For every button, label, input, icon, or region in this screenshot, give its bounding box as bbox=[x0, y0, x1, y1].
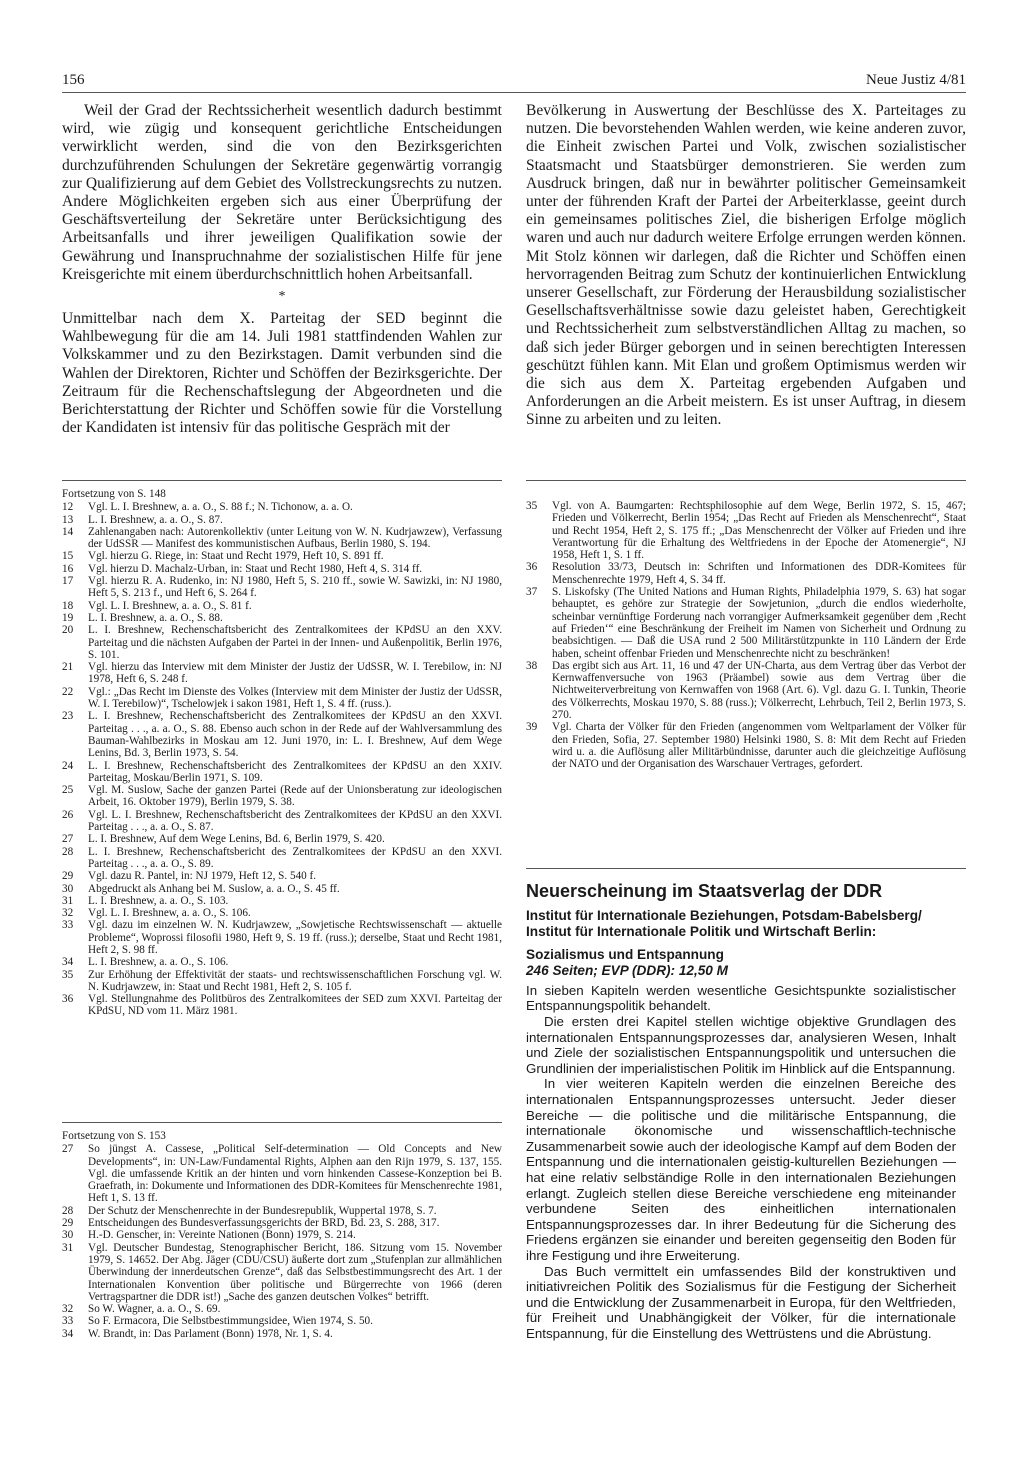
footnote-text: Vgl. Stellungnahme des Politbüros des Zentralkomitees der SED zum XXVI. Parteitag der KPdSU, ND vom 11. März 1981. bbox=[88, 993, 502, 1018]
footnote-number: 20 bbox=[62, 624, 74, 637]
body-paragraph: Bevölkerung in Auswertung der Beschlüsse des X. Parteitages zu nutzen. Die bevorstehenden Wahlen werden, wie keine anderen zuvor, die Einheit zwischen Partei und Volk, zwischen sozialistischer Staatsmacht und Staatsbürger demonstrieren. Sie werden zum Ausdruck bringen, daß nur in bewährter politischer Gemeinsamkeit unter der führenden Kraft der Partei der Arbeiterklasse, geeint durch ein gemeinsames politisches Ziel, die bisherigen Erfolge möglich waren und auch nur dadurch weitere Erfolge errungen werden können. Mit Stolz können wir darlegen, daß die Richter und Schöffen einen hervorragenden Beitrag zum Schutz der kontinuierlichen Entwicklung unserer Gesellschaft, zur Förderung der Herausbildung sozialistischer Gesellschaftsverhältnisse sowie dazu geleistet haben, Gerechtigkeit und Rechtssicherheit zum selbstverständlichen Alltag zu machen, so daß sich jeder Bürger geborgen und in seinen berechtigten Interessen geschützt fühlen kann. Mit Elan und großem Optimismus werden wir die sich aus dem X. Parteitag ergebenden Aufgaben und Anforderungen an die Arbeit meistern. Es ist unser Auftrag, in diesem Sinne zu arbeiten und zu leiten. bbox=[526, 102, 966, 429]
footnote-number: 27 bbox=[62, 833, 74, 846]
footnote bbox=[62, 883, 502, 895]
footnote-number: 17 bbox=[62, 575, 74, 588]
footnote-number: 30 bbox=[62, 882, 74, 895]
footnote bbox=[62, 760, 502, 785]
footnote-number: 14 bbox=[62, 525, 74, 538]
footnote-text: Zahlenangaben nach: Autorenkollektiv (unter Leitung von W. N. Kudrjawzew), Verfassung der UdSSR — Manifest des kommunistischen Aufbaus, Berlin 1980, S. 194. bbox=[88, 525, 502, 551]
footnote bbox=[526, 500, 966, 561]
footnote-number: 29 bbox=[62, 870, 74, 883]
journal-issue: Neue Justiz 4/81 bbox=[866, 72, 966, 88]
footnote bbox=[62, 809, 502, 834]
footnote bbox=[62, 993, 502, 1018]
footnote-number: 28 bbox=[62, 1204, 74, 1217]
body-column-left bbox=[62, 102, 502, 437]
footnote-number: 36 bbox=[62, 993, 74, 1006]
footnote bbox=[62, 870, 502, 882]
footnotes-block-c bbox=[526, 500, 966, 771]
footnotes-block-a bbox=[62, 488, 502, 1018]
box-divider bbox=[526, 868, 966, 869]
footnote-text: Zur Erhöhung der Effektivität der staats- und rechtswissenschaftlichen Forschung vgl. W. N. Kudrjawzew, in: Staat und Recht 1981, Heft 2, S. 105 f. bbox=[88, 968, 502, 993]
footnote-list bbox=[62, 1143, 502, 1340]
footnote bbox=[62, 661, 502, 686]
footnote-number: 36 bbox=[526, 561, 538, 574]
notes-divider bbox=[526, 480, 966, 481]
footnote-text: Vgl. hierzu R. A. Rudenko, in: NJ 1980, Heft 5, S. 210 ff., sowie W. Sawizki, in: NJ 1980, Heft 5, S. 213 f., und Heft 6, S. 264 f. bbox=[88, 575, 502, 600]
footnote-text: Vgl. L. I. Breshnew, a. a. O., S. 88 f.; N. Tichonow, a. a. O. bbox=[88, 501, 353, 514]
footnote-continuation: Fortsetzung von S. 153 bbox=[62, 1130, 166, 1142]
footnote-text: So jüngst A. Cassese, „Political Self-determination — Old Concepts and New Developments“, in: UN-Law/Fundamental Rights, Alphen aan den Rijn 1979, S. 137, 155. Vgl. die umfassende Kritik an der hinten und vorn hinkenden Cassese-Konzeption bei B. Graefrath, in: Dokumente und Informationen des DDR-Komitees für Menschenrechte 1981, Heft 1, S. 13 ff. bbox=[88, 1143, 502, 1205]
footnote-number: 24 bbox=[62, 759, 74, 772]
description-paragraph: Die ersten drei Kapitel stellen wichtige objektive Grundlagen des internationalen Entspannungsprozesses dar, analysieren Wesen, Inhalt und Ziele der sozialistischen Entspannungspolitik und untersuchen die Grundlinien der imperialistischen Politik im Hinblick auf die Entspannung. bbox=[526, 1014, 956, 1076]
footnote-text: Resolution 33/73, Deutsch in: Schriften und Informationen des DDR-Komitees für Menschenrechte 1979, Heft 4, S. 34 ff. bbox=[552, 561, 966, 586]
footnote-number: 39 bbox=[526, 721, 538, 734]
footnote-number: 33 bbox=[62, 1315, 74, 1328]
footnote-text: Vgl. dazu R. Pantel, in: NJ 1979, Heft 12, S. 540 f. bbox=[88, 870, 317, 883]
footnote-text: L. I. Breshnew, Rechenschaftsbericht des Zentralkomitees der KPdSU an den XXV. Parteitag und die nächsten Aufgaben der Partei in der Innen- und Außenpolitik, Berlin 1976, S. 101. bbox=[88, 624, 502, 661]
footnote-text: So F. Ermacora, Die Selbstbestimmungsidee, Wien 1974, S. 50. bbox=[88, 1315, 373, 1328]
notes-divider bbox=[62, 1122, 502, 1123]
footnote-text: H.-D. Genscher, in: Vereinte Nationen (Bonn) 1979, S. 214. bbox=[88, 1229, 356, 1242]
footnote-number: 21 bbox=[62, 661, 74, 674]
footnote-number: 29 bbox=[62, 1217, 74, 1230]
footnote-text: L. I. Breshnew, Auf dem Wege Lenins, Bd. 6, Berlin 1979, S. 420. bbox=[88, 833, 385, 846]
footnote bbox=[62, 686, 502, 711]
footnote bbox=[62, 1315, 502, 1327]
footnote-text: Vgl. L. I. Breshnew, a. a. O., S. 81 f. bbox=[88, 599, 252, 612]
footnote-text: Vgl. dazu im einzelnen W. N. Kudrjawzew, „Sowjetische Rechtswissenschaft — aktuelle Probleme“, Woprossi filosofii 1980, Heft 9, S. 19 ff. (russ.); derselbe, Staat und Recht 1981, Heft 2, S. 98 ff. bbox=[88, 919, 502, 956]
page-header bbox=[62, 72, 966, 93]
footnote-text: L. I. Breshnew, Rechenschaftsbericht des Zentralkomitees der KPdSU an den XXVI. Parteitag . . ., a. a. O., S. 88. Ebenso auch schon in der Rede auf der Wahlversammlung des Bauman-Wahlbezirks in Moskau am 12. Juni 1970, in: L. I. Breshnew, Auf dem Wege Lenins, Bd. 3, Berlin 1973, S. 54. bbox=[88, 710, 502, 760]
description-paragraph: Das Buch vermittelt ein umfassendes Bild der konstruktiven und initiativreichen Politik des Sozialismus für die Festigung der Sicherheit und die Entwicklung der Zusammenarbeit in Europa, für den Weltfrieden, für Freiheit und Unabhängigkeit der Völker, für die internationale Entspannung, für die Einstellung des Wettrüstens und die Abrüstung. bbox=[526, 1263, 956, 1341]
footnote-text: Vgl. Charta der Völker für den Frieden (angenommen vom Weltparlament der Völker für den Frieden, Sofia, 27. September 1980) Helsinki 1980, S. 8: Mit dem Recht auf Frieden wird u. a. die Auflösung aller Militärbündnisse, darunter auch die gleichzeitige Auflösung der NATO und der Organisation des Warschauer Vertrages, gefordert. bbox=[552, 721, 966, 771]
footnote-text: Vgl. L. I. Breshnew, Rechenschaftsbericht des Zentralkomitees der KPdSU an den XXVI. Parteitag . . ., a. a. O., S. 87. bbox=[88, 808, 502, 834]
footnote-text: L. I. Breshnew, Rechenschaftsbericht des Zentralkomitees der KPdSU an den XXVI. Parteitag . . ., a. a. O., S. 89. bbox=[88, 845, 502, 870]
footnote-number: 33 bbox=[62, 919, 74, 932]
footnote bbox=[62, 907, 502, 919]
footnote-number: 32 bbox=[62, 907, 74, 920]
footnote bbox=[62, 526, 502, 551]
footnote-number: 16 bbox=[62, 562, 74, 575]
body-paragraph: Unmittelbar nach dem X. Parteitag der SED beginnt die Wahlbewegung für die am 14. Juli 1981 stattfindenden Wahlen zur Volkskammer und zu den Bezirkstagen. Damit verbunden sind die Wahlen der Direktoren, Richter und Schöffen der Bezirksgerichte. Der Zeitraum für die Rechenschaftslegung der Abgeordneten und die Berichterstattung der Richter und Schöffen sowie für die Vorstellung der Kandidaten ist intensiv für das politische Gespräch mit der bbox=[62, 310, 502, 437]
footnote-number: 31 bbox=[62, 894, 74, 907]
page-number: 156 bbox=[62, 72, 85, 88]
footnote-text: Abgedruckt als Anhang bei M. Suslow, a. a. O., S. 45 ff. bbox=[88, 882, 340, 895]
footnote-number: 38 bbox=[526, 659, 538, 672]
footnote-number: 27 bbox=[62, 1143, 74, 1156]
footnote bbox=[62, 1143, 502, 1204]
footnote bbox=[62, 1303, 502, 1315]
book-title: Sozialismus und Entspannung bbox=[526, 946, 724, 962]
book-price: 246 Seiten; EVP (DDR): 12,50 M bbox=[526, 962, 728, 978]
notes-divider bbox=[62, 480, 502, 481]
footnote-text: W. Brandt, in: Das Parlament (Bonn) 1978, Nr. 1, S. 4. bbox=[88, 1327, 333, 1340]
footnote-number: 18 bbox=[62, 599, 74, 612]
body-paragraph: Weil der Grad der Rechtssicherheit wesentlich dadurch bestimmt wird, wie zügig und konsequent gerichtliche Entscheidungen verwirklicht werden, sind die von den Bezirksgerichten durchzuführenden Schulungen der Sekretäre gegenwärtig vorrangig zur Qualifizierung auf dem Gebiet des Vollstreckungsrechts zu nutzen. Andere Möglichkeiten ergeben sich aus einer Überprüfung der Geschäftsverteilung der Sekretäre unter Berücksichtigung des Arbeitsanfalls und ihrer jeweiligen Qualifikation sowie der Gewährung und Inanspruchnahme der sozialistischen Hilfe für jene Kreisgerichte mit einem überdurchschnittlich hohen Arbeitsanfall. bbox=[62, 102, 502, 283]
footnote-text: Vgl.: „Das Recht im Dienste des Volkes (Interview mit dem Minister der Justiz der UdSSR, W. I. Terebilow)“, Tschelowjek i sakon 1981, Heft 1, S. 4 ff. (russ.). bbox=[88, 685, 502, 711]
footnote-number: 12 bbox=[62, 501, 74, 514]
footnote-number: 34 bbox=[62, 1327, 74, 1340]
footnote-text: L. I. Breshnew, a. a. O., S. 103. bbox=[88, 894, 229, 907]
footnote bbox=[62, 514, 502, 526]
footnote-number: 25 bbox=[62, 784, 74, 797]
footnote-text: Vgl. hierzu D. Machalz-Urban, in: Staat und Recht 1980, Heft 4, S. 314 ff. bbox=[88, 562, 423, 575]
footnote bbox=[62, 501, 502, 513]
footnote-number: 31 bbox=[62, 1241, 74, 1254]
footnote-text: So W. Wagner, a. a. O., S. 69. bbox=[88, 1303, 221, 1316]
footnote-number: 30 bbox=[62, 1229, 74, 1242]
footnote bbox=[526, 561, 966, 586]
footnote bbox=[526, 660, 966, 721]
footnote bbox=[62, 784, 502, 809]
footnote-list bbox=[526, 500, 966, 771]
body-column-right bbox=[526, 102, 966, 430]
description-paragraph: In sieben Kapiteln werden wesentliche Gesichtspunkte sozialistischer Entspannungspolitik behandelt. bbox=[526, 982, 956, 1014]
footnote-text: Vgl. M. Suslow, Sache der ganzen Partei (Rede auf der Unionsberatung zur ideologischen Arbeit, 16. Oktober 1979), Berlin 1979, S. 38. bbox=[88, 784, 502, 809]
footnote bbox=[62, 710, 502, 759]
footnote-number: 28 bbox=[62, 845, 74, 858]
footnote bbox=[526, 586, 966, 660]
book-announcement bbox=[526, 880, 956, 1341]
publisher-line: Institut für Internationale Beziehungen, Potsdam-Babelsberg/ Institut für Internationale Politik und Wirtschaft Berlin: bbox=[526, 908, 922, 940]
footnote-number: 37 bbox=[526, 586, 538, 599]
footnote bbox=[62, 1242, 502, 1303]
announcement-title: Neuerscheinung im Staatsverlag der DDR bbox=[526, 881, 883, 901]
footnote-text: Vgl. hierzu das Interview mit dem Minister der Justiz der UdSSR, W. I. Terebilow, in: NJ 1978, Heft 6, S. 248 f. bbox=[88, 661, 502, 686]
footnote-text: L. I. Breshnew, a. a. O., S. 87. bbox=[88, 513, 223, 526]
footnote-text: S. Liskofsky (The United Nations and Human Rights, Philadelphia 1979, S. 63) hat sogar behauptet, es gehöre zur Strategie der Sowjetunion, „durch die endlos wiederholte, scheinbar vernünftige Forderung nach vorrangiger Aufmerksamkeit gegenüber dem ‚Recht auf Frieden‘“ eine Beschränkung der Freiheit im Namen von Sicherheit und Ordnung zu beabsichtigen. — Daß die USA rund 2 500 Militärstützpunkte in 110 Ländern der Erde haben, scheint offenbar Frieden und Menschenrechte nicht zu beschränken! bbox=[552, 586, 966, 660]
footnote bbox=[62, 1328, 502, 1340]
footnote-text: L. I. Breshnew, Rechenschaftsbericht des Zentralkomitees der KPdSU an den XXIV. Parteitag, Moskau/Berlin 1971, S. 109. bbox=[88, 759, 502, 784]
footnote bbox=[62, 600, 502, 612]
footnote-text: Vgl. Deutscher Bundestag, Stenographischer Bericht, 186. Sitzung vom 15. November 1979, S. 14652. Der Abg. Jäger (CDU/CSU) äußerte dort zum „Stufenplan zur allmählichen Überwindung der innerdeutschen Grenze“, daß das Selbstbestimmungsrecht des Art. 1 der Internationalen Konvention über politische und Bürgerrechte von 1966 (deren Vertragspartner die DDR ist!) „Sache des ganzen deutschen Volkes“ betrifft. bbox=[88, 1241, 502, 1303]
footnote bbox=[62, 575, 502, 600]
footnote bbox=[62, 624, 502, 661]
footnote-text: Das ergibt sich aus Art. 11, 16 und 47 der UN-Charta, aus dem Vertrag über das Verbot der Kernwaffenversuche von 1963 (Präambel) sowie aus dem Vertrag über die Nichtweiterverbreitung von Kernwaffen von 1968 (Art. 6). Vgl. dazu G. I. Tunkin, Theorie des Völkerrechts, Moskau 1970, S. 88 (russ.); Völkerrecht, Lehrbuch, Teil 2, Berlin 1973, S. 270. bbox=[552, 659, 966, 722]
footnote-number: 13 bbox=[62, 513, 74, 526]
footnote bbox=[62, 895, 502, 907]
footnote-list bbox=[62, 501, 502, 1017]
footnote-text: L. I. Breshnew, a. a. O., S. 106. bbox=[88, 956, 229, 969]
footnote-number: 35 bbox=[526, 500, 538, 512]
footnote-number: 35 bbox=[62, 968, 74, 981]
footnote bbox=[62, 956, 502, 968]
footnote-number: 19 bbox=[62, 611, 74, 624]
footnotes-block-b bbox=[62, 1130, 502, 1340]
footnote-text: Entscheidungen des Bundesverfassungsgerichts der BRD, Bd. 23, S. 288, 317. bbox=[88, 1217, 440, 1230]
book-description bbox=[526, 983, 956, 1342]
footnote-number: 23 bbox=[62, 710, 74, 723]
footnote-text: Vgl. hierzu G. Riege, in: Staat und Recht 1979, Heft 10, S. 891 ff. bbox=[88, 550, 384, 563]
footnote-number: 22 bbox=[62, 685, 74, 698]
footnote-number: 15 bbox=[62, 550, 74, 563]
footnote-number: 34 bbox=[62, 956, 74, 969]
footnote-number: 26 bbox=[62, 808, 74, 821]
section-separator: * bbox=[278, 289, 286, 305]
description-paragraph: In vier weiteren Kapiteln werden die einzelnen Bereiche des internationalen Entspannungsprozesses untersucht. Jeder dieser Bereiche — die politische und die militärische Entspannung, die internationale ökonomische und wissenschaftlich-technische Zusammenarbeit sowie auch der ideologische Kampf auf dem Boden der Entspannung und die internationalen geistig-kulturellen Beziehungen — hat eine relativ selbständige Rolle in den internationalen Beziehungen erlangt. Zugleich stellen diese Bereiche verschiedene eng miteinander verbundene Seiten des einheitlichen internationalen Entspannungsprozesses dar. In ihrer Bedeutung für die Sicherung des Friedens ergänzen sie einander und bereiten gegenseitig den Boden für ihre Festigung und ihre Erweiterung. bbox=[526, 1076, 956, 1263]
footnote-text: Vgl. von A. Baumgarten: Rechtsphilosophie auf dem Wege, Berlin 1972, S. 15, 467; Frieden und Völkerrecht, Berlin 1954; „Das Recht auf Frieden als Menschenrecht“, Staat und Recht 1954, Heft 2, S. 175 ff.; „Das Menschenrecht der Völker auf Frieden und ihre Verantwortung für die Erhaltung des Weltfriedens in der Epoche der Atomenergie“, NJ 1958, Heft 1, S. 1 ff. bbox=[552, 500, 966, 562]
footnote bbox=[526, 721, 966, 770]
footnote bbox=[62, 1205, 502, 1217]
footnote bbox=[62, 833, 502, 845]
footnote bbox=[62, 969, 502, 994]
footnote bbox=[62, 563, 502, 575]
footnote bbox=[62, 919, 502, 956]
footnote-text: L. I. Breshnew, a. a. O., S. 88. bbox=[88, 611, 223, 624]
footnote bbox=[62, 1217, 502, 1229]
footnote bbox=[62, 550, 502, 562]
footnote bbox=[62, 846, 502, 871]
footnote bbox=[62, 1229, 502, 1241]
footnote-text: Der Schutz der Menschenrechte in der Bundesrepublik, Wuppertal 1978, S. 7. bbox=[88, 1204, 437, 1217]
footnote bbox=[62, 612, 502, 624]
footnote-text: Vgl. L. I. Breshnew, a. a. O., S. 106. bbox=[88, 907, 251, 920]
footnote-continuation: Fortsetzung von S. 148 bbox=[62, 488, 166, 500]
footnote-number: 32 bbox=[62, 1303, 74, 1316]
